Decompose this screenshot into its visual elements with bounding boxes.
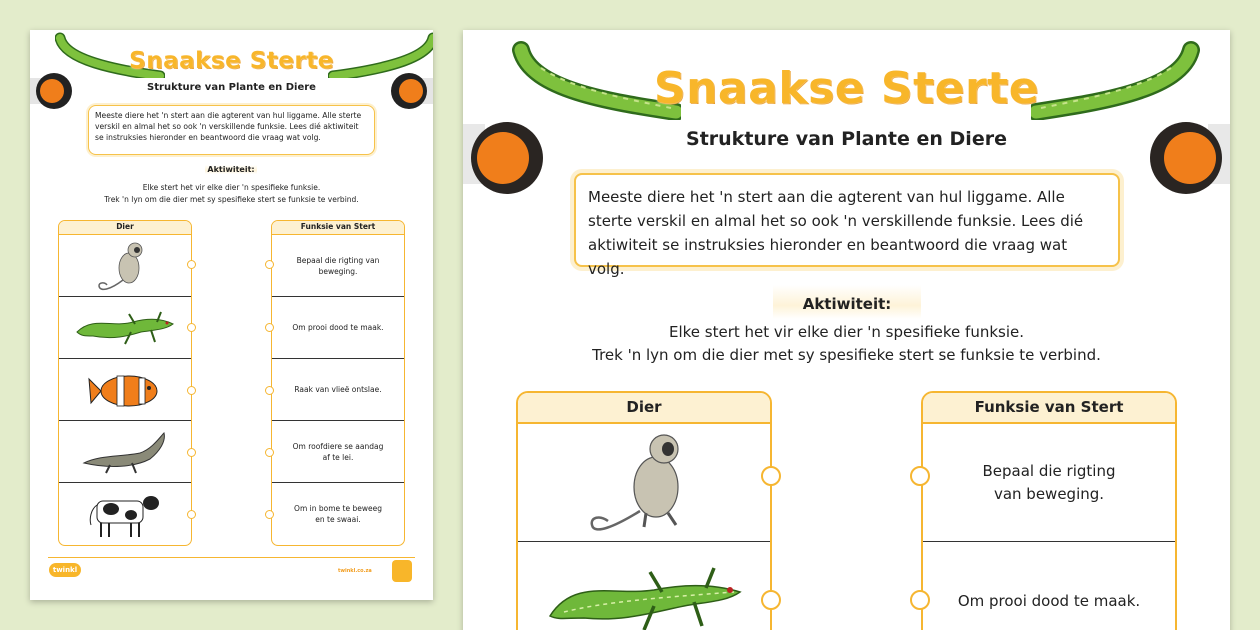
function-connector-dot[interactable] (910, 466, 930, 486)
animal-cell-crocodile (59, 421, 191, 483)
page-subtitle: Strukture van Plante en Diere (686, 128, 1007, 150)
animal-column-header: Dier (518, 393, 770, 424)
animal-connector-dot[interactable] (187, 260, 196, 269)
activity-line-2: Trek 'n lyn om die dier met sy spesifieke stert se funksie te verbind. (104, 195, 359, 204)
tail-disc-right-decoration (1150, 110, 1230, 206)
function-cell: Om in bome te beweeg en te swaai. (294, 504, 382, 524)
animal-connector-dot[interactable] (187, 323, 196, 332)
crocodile-image (80, 429, 170, 475)
lizard-image (544, 556, 744, 630)
activity-line-2: Trek 'n lyn om die dier met sy spesifieke stert se funksie te verbind. (592, 346, 1101, 364)
activity-line-1: Elke stert het vir elke dier 'n spesifieke funksie. (142, 183, 321, 192)
function-column-header: Funksie van Stert (923, 393, 1175, 424)
function-connector-dot[interactable] (265, 386, 274, 395)
cow-image (85, 489, 165, 539)
page-title: Snaakse Sterte (129, 48, 334, 74)
function-connector-dot[interactable] (265, 323, 274, 332)
function-connector-dot[interactable] (265, 260, 274, 269)
monkey-image (584, 427, 704, 539)
clownfish-image (87, 367, 163, 413)
animal-cell-lizard (59, 297, 191, 359)
worksheet-thumbnail (30, 30, 433, 600)
animal-connector-dot[interactable] (187, 510, 196, 519)
function-connector-dot[interactable] (265, 448, 274, 457)
animal-connector-dot[interactable] (761, 590, 781, 610)
function-cell: Om prooi dood te maak. (272, 297, 404, 359)
animal-cell-monkey (59, 235, 191, 297)
function-column (271, 220, 405, 546)
animal-cell-monkey (518, 424, 770, 542)
function-cell: Raak van vlieë ontslae. (272, 359, 404, 421)
function-cell: Bepaal die rigting van beweging. (923, 424, 1175, 542)
function-column (921, 391, 1177, 630)
function-cell: Om prooi dood te maak. (957, 591, 1141, 610)
footer-badge (392, 560, 412, 582)
animal-connector-dot[interactable] (187, 448, 196, 457)
function-cell: Bepaal die rigting van beweging. (272, 235, 404, 297)
animal-column-header: Dier (59, 221, 191, 235)
lizard-image (73, 306, 177, 350)
function-connector-dot[interactable] (265, 510, 274, 519)
intro-box (88, 105, 375, 155)
function-column-header: Funksie van Stert (272, 221, 404, 235)
page-title: Snaakse Sterte (653, 63, 1040, 114)
animal-connector-dot[interactable] (187, 386, 196, 395)
animal-cell-clownfish (59, 359, 191, 421)
animal-connector-dot[interactable] (761, 466, 781, 486)
intro-text: Meeste diere het 'n stert aan die agterent van hul liggame. Alle sterte verskil en almal het so ook 'n verskillende funksie. Lees dié aktiwiteit se instruksies hieronder en beantwoord die vraag wat volg. (588, 188, 1084, 278)
activity-heading: Aktiwiteit: (773, 285, 921, 319)
function-cell: Om roofdiere se aandag af te lei. (272, 421, 404, 483)
animal-cell-lizard (518, 542, 770, 630)
worksheet-preview (463, 30, 1230, 630)
animal-column (516, 391, 772, 630)
page-subtitle: Strukture van Plante en Diere (147, 82, 316, 93)
activity-heading: Aktiwiteit: (205, 165, 257, 174)
tail-disc-left-decoration (463, 110, 543, 206)
animal-cell-cow (59, 483, 191, 545)
twinkl-logo: twinkl (49, 563, 81, 577)
activity-line-1: Elke stert het vir elke dier 'n spesifieke funksie. (668, 323, 1025, 341)
footer-divider (48, 557, 415, 558)
monkey-image (95, 238, 155, 294)
footer-url: twinkl.co.za (338, 568, 372, 574)
intro-text: Meeste diere het 'n stert aan die agterent van hul liggame. Alle sterte verskil en almal het so ook 'n verskillende funksie. Lees dié aktiwiteit se instruksies hieronder en beantwoord die vraag wat volg. (95, 111, 362, 142)
function-connector-dot[interactable] (910, 590, 930, 610)
intro-box (574, 173, 1120, 278)
animal-column (58, 220, 192, 546)
